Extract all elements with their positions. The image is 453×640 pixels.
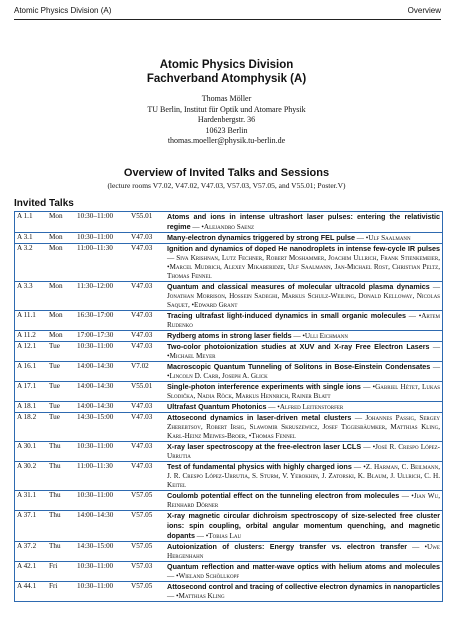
talk-authors: — •Tobias Lau [194, 532, 242, 540]
talk-id: A 42.1 [17, 562, 37, 570]
talk-authors: — •Ulf Saalmann [354, 234, 411, 242]
chair-city: 10623 Berlin [205, 125, 248, 135]
talk-day: Tue [49, 362, 60, 370]
talk-authors: — •Jian Wu, Reinhard Dörner [167, 492, 440, 509]
talk-entry [167, 442, 440, 461]
talk-day: Thu [49, 542, 61, 550]
talk-day: Mon [49, 311, 63, 319]
chair-name: Thomas Möller [201, 94, 252, 103]
talk-row [15, 402, 442, 413]
talk-title: Autoionization of clusters: Energy transfer vs. electron transfer [167, 542, 407, 551]
talk-row [15, 413, 442, 442]
talk-entry [167, 413, 440, 441]
talk-id: A 3.3 [17, 282, 33, 290]
section-heading: Invited Talks [14, 198, 74, 209]
talk-row [15, 511, 442, 542]
chair-email: thomas.moeller@physik.tu-berlin.de [167, 136, 286, 145]
talk-title: Two-color photoionization studies at XUV and X-ray Free Electron Lasers [167, 342, 430, 351]
division-title-en: Atomic Physics Division [159, 59, 294, 71]
talk-id: A 17.1 [17, 382, 37, 390]
talk-day: Thu [49, 462, 61, 470]
talk-day: Fri [49, 562, 58, 570]
talk-room: V47.03 [131, 282, 153, 290]
talk-room: V55.01 [131, 212, 153, 220]
talk-room: V57.05 [131, 542, 153, 550]
running-header [14, 6, 441, 20]
talk-time: 10:30–11:00 [77, 582, 114, 590]
talk-row [15, 331, 442, 342]
talk-room: V57.05 [131, 511, 153, 519]
talk-title: Macroscopic Quantum Tunneling of Solitons in Bose-Einstein Condensates [167, 362, 431, 371]
header-section: Overview [407, 6, 441, 15]
talk-title: Attosecond dynamics in laser-driven metal clusters [167, 413, 352, 422]
chair-street: Hardenbergstr. 36 [197, 115, 256, 124]
talk-entry [167, 212, 440, 232]
talk-entry [167, 382, 440, 401]
talk-day: Mon [49, 282, 63, 290]
talk-room: V47.03 [131, 244, 153, 252]
talk-entry [167, 562, 440, 581]
talk-row [15, 382, 442, 402]
talk-id: A 44.1 [17, 582, 37, 590]
talk-room: V47.03 [131, 331, 153, 339]
talk-id: A 3.1 [17, 233, 33, 241]
talk-room: V47.03 [131, 462, 153, 470]
talk-id: A 37.1 [17, 511, 37, 519]
talk-authors: — •Artem Rudenko [167, 312, 440, 329]
talk-authors: — •Z. Harman, C. Beilmann, J. R. Crespo López-Urrutia, S. Sturm, V. Yerokhin, J. Zatorski, K. Blaum, J. Ullrich, C. H. Keitel [167, 463, 440, 489]
talk-row [15, 362, 442, 382]
talk-row [15, 311, 442, 331]
talk-authors: — Jonathan Morrison, Hossein Sadeghi, Markus Schulz-Weiling, Donald Kelloway, Nicolas Saquet, •Edward Grant [167, 283, 441, 309]
talk-title: Atoms and ions in intense ultrashort laser pulses: entering the relativistic regime [167, 212, 440, 231]
talk-title: Rydberg atoms in strong laser fields [167, 331, 292, 340]
talk-time: 11:00–11:30 [77, 244, 113, 252]
division-title-de: Fachverband Atomphysik (A) [146, 73, 307, 85]
talk-entry [167, 311, 440, 330]
talk-id: A 3.2 [17, 244, 33, 252]
talk-room: V47.03 [131, 413, 153, 421]
talk-room: V47.03 [131, 311, 153, 319]
talk-time: 10:30–11:00 [77, 233, 114, 241]
talk-entry [167, 331, 440, 341]
talk-day: Thu [49, 511, 61, 519]
division-title [0, 58, 453, 86]
talk-title: Coulomb potential effect on the tunneling electron from molecules [167, 491, 400, 500]
talk-row [15, 233, 442, 244]
talk-authors: — •Gabriel Hétet, Lukas Slodička, Nadia Röck, Markus Hennrich, Rainer Blatt [167, 383, 440, 400]
talk-row [15, 491, 442, 511]
talk-title: X-ray magnetic circular dichroism spectroscopy of size-selected free cluster ions: spin coupling, orbital angular momentum quenching, and magnetic dopants [167, 511, 440, 540]
talk-title: Single-photon interference experiments with single ions [167, 382, 361, 391]
talk-row [15, 244, 442, 282]
talk-day: Tue [49, 413, 60, 421]
talk-time: 14:00–14:30 [77, 511, 114, 519]
talk-entry [167, 282, 440, 310]
talk-room: V7.02 [131, 362, 149, 370]
talk-id: A 31.1 [17, 491, 37, 499]
talk-room: V57.05 [131, 491, 153, 499]
talk-id: A 12.1 [17, 342, 37, 350]
talk-row [15, 542, 442, 562]
talk-time: 10:30–11:00 [77, 212, 114, 220]
talk-title: Many-electron dynamics triggered by strong FEL pulse [167, 233, 355, 242]
invited-talks-table [14, 211, 443, 602]
talk-time: 10:30–11:00 [77, 442, 114, 450]
talk-id: A 30.1 [17, 442, 37, 450]
talk-authors: — •Matthias Kling [167, 592, 225, 600]
talk-authors: — •Ulli Eichmann [291, 332, 348, 340]
talk-time: 11:00–11:30 [77, 462, 113, 470]
talk-day: Mon [49, 244, 63, 252]
talk-time: 14:00–14:30 [77, 402, 114, 410]
talk-day: Tue [49, 342, 60, 350]
talk-title: X-ray laser spectroscopy at the free-electron laser LCLS [167, 442, 362, 451]
talk-authors: — •Uwe Hergenhahn [167, 543, 440, 560]
talk-room: V57.03 [131, 562, 153, 570]
talk-row [15, 282, 442, 311]
talk-day: Tue [49, 402, 60, 410]
overview-subtitle: (lecture rooms V7.02, V47.02, V47.03, V57.03, V57.05, and V55.01; Poster.V) [107, 181, 346, 190]
talk-id: A 37.2 [17, 542, 37, 550]
talk-day: Fri [49, 582, 58, 590]
talk-row [15, 462, 442, 491]
talk-room: V47.03 [131, 342, 153, 350]
talk-time: 10:30–11:00 [77, 562, 114, 570]
talk-room: V47.03 [131, 233, 153, 241]
talk-day: Mon [49, 233, 63, 241]
talk-id: A 18.1 [17, 402, 37, 410]
talk-row [15, 342, 442, 362]
talk-authors: — •Wieland Schöllkopf [167, 572, 240, 580]
talk-entry [167, 233, 440, 243]
talk-time: 14:00–14:30 [77, 382, 114, 390]
talk-time: 10:30–11:00 [77, 342, 114, 350]
talk-entry [167, 462, 440, 490]
talk-day: Mon [49, 212, 63, 220]
talk-title: Ultrafast Quantum Photonics [167, 402, 267, 411]
talk-entry [167, 402, 440, 412]
talk-room: V57.05 [131, 582, 153, 590]
talk-day: Thu [49, 442, 61, 450]
talk-room: V47.03 [131, 402, 153, 410]
talk-day: Tue [49, 382, 60, 390]
talk-title: Attosecond control and tracing of collective electron dynamics in nanoparticles [167, 582, 440, 591]
talk-id: A 18.2 [17, 413, 37, 421]
talk-authors: — •José R. Crespo López-Urrutia [167, 443, 440, 460]
talk-entry [167, 511, 440, 541]
talk-room: V47.03 [131, 442, 153, 450]
talk-id: A 1.1 [17, 212, 33, 220]
talk-time: 17:00–17:30 [77, 331, 114, 339]
talk-entry [167, 491, 440, 510]
talk-entry [167, 362, 440, 381]
talk-authors: — •Michael Meyer [167, 343, 440, 360]
talk-time: 10:30–11:00 [77, 491, 114, 499]
talk-entry [167, 582, 440, 601]
talk-time: 14:00–14:30 [77, 362, 114, 370]
talk-id: A 16.1 [17, 362, 37, 370]
talk-day: Mon [49, 331, 63, 339]
talk-entry [167, 542, 440, 561]
talk-id: A 11.1 [17, 311, 36, 319]
talk-authors: — Siva Krishnan, Lutz Fechner, Robert Moshammer, Joachim Ullrich, Frank Stienkemeier, •Marcel Mudrich, Alexey Mikaberidze, Ulf Saalmann, Jan-Michael Rost, Christian Peltz, Thomas Fennel [167, 254, 440, 280]
talk-id: A 11.2 [17, 331, 36, 339]
talk-room: V55.01 [131, 382, 153, 390]
talk-time: 14:30–15:00 [77, 542, 114, 550]
talk-title: Test of fundamental physics with highly charged ions [167, 462, 352, 471]
talk-authors: — •Lincoln D. Carr, Joseph A. Glick [167, 363, 441, 380]
talk-entry [167, 342, 440, 361]
talk-row [15, 582, 442, 601]
talk-time: 14:30–15:00 [77, 413, 114, 421]
talk-row [15, 562, 442, 582]
talk-authors: — Johannes Passig, Sergey Zherebtsov, Robert Irsig, Slawomir Skruszewicz, Josef Tiggesbäumker, Matthias Kling, Karl-Heinz Meiwes-Broer, •Thomas Fennel [167, 414, 440, 440]
talk-day: Thu [49, 491, 61, 499]
talk-title: Quantum and classical measures of molecular ultracold plasma dynamics [167, 282, 430, 291]
talk-entry [167, 244, 440, 281]
talk-title: Ignition and dynamics of doped He nanodroplets in intense few-cycle IR pulses [167, 244, 440, 253]
talk-time: 16:30–17:00 [77, 311, 114, 319]
talk-authors: — •Alejandro Saenz [190, 223, 255, 231]
chair-address [0, 94, 453, 147]
talk-row [15, 212, 442, 233]
overview-title: Overview of Invited Talks and Sessions [123, 167, 330, 179]
header-division: Atomic Physics Division (A) [14, 6, 112, 15]
chair-institute: TU Berlin, Institut für Optik und Atomare Physik [147, 104, 306, 114]
talk-id: A 30.2 [17, 462, 37, 470]
talk-title: Quantum reflection and matter-wave optics with helium atoms and molecules [167, 562, 440, 571]
talk-time: 11:30–12:00 [77, 282, 114, 290]
header-rule [14, 19, 441, 20]
talk-row [15, 442, 442, 462]
talk-authors: — •Alfred Leitenstorfer [266, 403, 344, 411]
talk-title: Tracing ultrafast light-induced dynamics in small organic molecules [167, 311, 406, 320]
